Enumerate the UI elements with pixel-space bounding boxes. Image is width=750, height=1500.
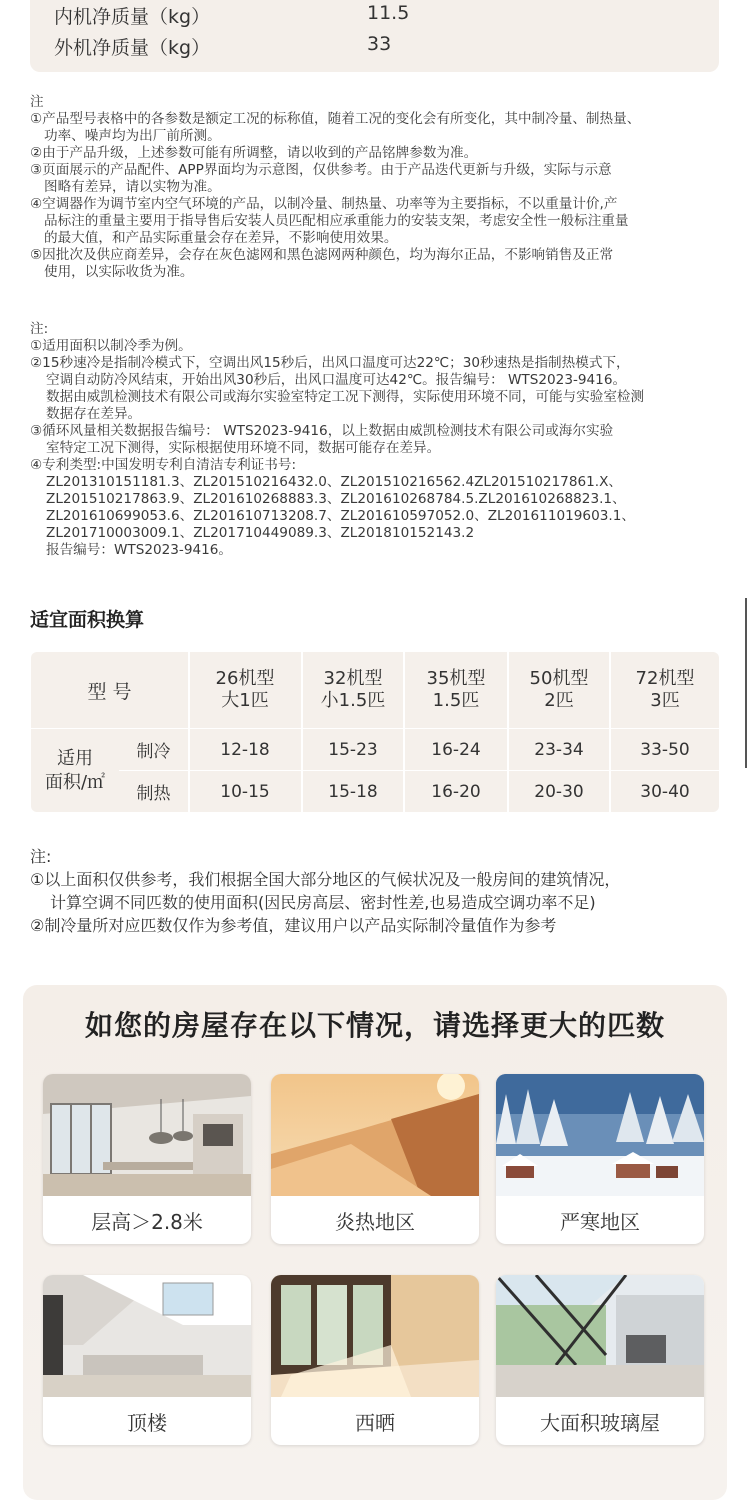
note-line: ②由于产品升级，上述参数可能有所调整，请以收到的产品铭牌参数为准。 (30, 145, 478, 161)
model-header: 型 号 (87, 680, 132, 703)
note-line: 室特定工况下测得，实际根据使用环境不同，数据可能存在差异。 (46, 440, 441, 456)
notes-heading: 注: (30, 847, 52, 866)
card-hot-region (271, 1074, 479, 1244)
note-line: ②制冷量所对应匹数仅作为参考值，建议用户以产品实际制冷量值作为参考 (30, 916, 557, 935)
desert-image (271, 1074, 479, 1196)
model-cell (189, 652, 301, 728)
cool-value: 12-18 (220, 739, 270, 760)
cool-label: 制冷 (136, 742, 171, 762)
patent-line: ZL201710003009.1、ZL201710449089.3、ZL201810152143.2 (46, 525, 475, 541)
note-line: ①以上面积仅供参考，我们根据全国大部分地区的气候状况及一般房间的建筑情况， (30, 870, 621, 889)
model-cell (509, 652, 609, 728)
model-hp: 1.5匹 (432, 690, 480, 711)
model-cell (405, 652, 507, 728)
model-name: 26机型 (215, 668, 275, 689)
note-line: ④专利类型:中国发明专利自清洁专利证书号: (30, 457, 297, 473)
model-hp: 3匹 (650, 690, 680, 711)
card-caption: 炎热地区 (335, 1209, 415, 1234)
model-cell (611, 652, 719, 728)
cool-value: 16-24 (431, 739, 481, 760)
model-name: 32机型 (323, 668, 383, 689)
notes-performance (30, 321, 730, 559)
spec-label: 内机净质量（kg） (54, 6, 211, 28)
model-hp: 大1匹 (221, 690, 269, 711)
note-line: 报告编号：WTS2023-9416。 (46, 542, 233, 558)
note-line: 图略有差异，请以实物为准。 (44, 179, 221, 195)
cool-value: 33-50 (640, 739, 690, 760)
note-line: 的最大值，和产品实际重量会存在差异，不影响使用效果。 (44, 230, 398, 246)
card-caption: 层高＞2.8米 (91, 1209, 203, 1234)
house-title: 如您的房屋存在以下情况，请选择更大的匹数 (84, 1009, 665, 1042)
card-cold-region (496, 1074, 704, 1244)
area-label: 面积/㎡ (44, 771, 106, 793)
note-line: 使用，以实际收货为准。 (44, 264, 194, 280)
note-line: 功率、噪声均为出厂前所测。 (44, 128, 221, 144)
note-line: ②15秒速冷是指制冷模式下，空调出风15秒后，出风口温度可达22℃；30秒速热是指制热模式下， (30, 355, 630, 371)
notes-area (30, 845, 620, 937)
model-name: 50机型 (529, 668, 589, 689)
notes-heading: 注 (30, 94, 44, 110)
card-caption: 大面积玻璃屋 (540, 1410, 660, 1435)
model-hp: 2匹 (544, 690, 574, 711)
area-section-title: 适宜面积换算 (30, 609, 145, 631)
card-west-sun (271, 1275, 479, 1445)
note-line: 空调自动防冷风结束，开始出风30秒后，出风口温度可达42℃。报告编号： WTS2023-9416。 (46, 372, 627, 388)
patent-line: ZL201610699053.6、ZL201610713208.7、ZL201610597052.0、ZL201611019603.1、 (46, 508, 635, 524)
card-glass-room (496, 1275, 704, 1445)
note-line: 数据存在差异。 (46, 406, 142, 422)
glass-room-image (496, 1275, 704, 1397)
heat-value: 15-18 (328, 781, 378, 802)
note-line: 数据由威凯检测技术有限公司或海尔实验室特定工况下测得，实际使用环境不同，可能与实验室检测 (46, 389, 645, 405)
note-line: ①适用面积以制冷季为例。 (30, 338, 192, 354)
heat-value: 16-20 (431, 781, 481, 802)
note-line: ①产品型号表格中的各参数是额定工况的标称值，随着工况的变化会有所变化，其中制冷量、制热量、 (30, 111, 641, 127)
note-line: ③循环风量相关数据报告编号： WTS2023-9416，以上数据由威凯检测技术有限公司或海尔实验 (30, 423, 614, 439)
edge-divider (745, 598, 747, 768)
heat-value: 10-15 (220, 781, 270, 802)
cool-value: 15-23 (328, 739, 378, 760)
patent-line: ZL201310151181.3、ZL201510216432.0、ZL201510216562.4ZL201510217861.X、 (46, 474, 623, 490)
west-sun-image (271, 1275, 479, 1397)
notes-heading: 注: (30, 321, 49, 337)
model-name: 72机型 (635, 668, 695, 689)
area-row-header (31, 729, 119, 812)
spec-card (30, 0, 719, 72)
patent-line: ZL201510217863.9、ZL201610268883.3、ZL201610268784.5.ZL201610268823.1、 (46, 491, 626, 507)
note-line: ⑤因批次及供应商差异，会存在灰色滤网和黑色滤网两种颜色，均为海尔正品，不影响销售及正常 (30, 247, 614, 263)
card-caption: 严寒地区 (560, 1209, 640, 1234)
spec-value: 33 (367, 33, 392, 55)
snow-village-image (496, 1074, 704, 1196)
notes-product (30, 94, 730, 281)
note-line: 计算空调不同匹数的使用面积(因民房高层、密封性差,也易造成空调功率不足) (50, 893, 596, 912)
cool-value: 23-34 (534, 739, 584, 760)
model-name: 35机型 (426, 668, 486, 689)
area-label: 适用 (57, 747, 93, 769)
attic-image (43, 1275, 251, 1397)
heat-value: 30-40 (640, 781, 690, 802)
high-ceiling-image (43, 1074, 251, 1196)
note-line: ③页面展示的产品配件、APP界面均为示意图，仅供参考。由于产品迭代更新与升级，实际与示意 (30, 162, 612, 178)
spec-label: 外机净质量（kg） (54, 37, 211, 59)
card-caption: 西晒 (355, 1410, 395, 1435)
card-caption: 顶楼 (127, 1410, 167, 1435)
model-hp: 小1.5匹 (320, 690, 386, 711)
note-line: ④空调器作为调节室内空气环境的产品，以制冷量、制热量、功率等为主要指标，不以重量计价,产 (30, 196, 618, 212)
area-table (31, 652, 719, 812)
card-top-floor (43, 1275, 251, 1445)
heat-label: 制热 (136, 784, 171, 804)
heat-value: 20-30 (534, 781, 584, 802)
card-high-ceiling (43, 1074, 251, 1244)
note-line: 品标注的重量主要用于指导售后安装人员匹配相应承重能力的安装支架，考虑安全性一般标注重量 (44, 213, 629, 229)
model-cell (303, 652, 403, 728)
spec-value: 11.5 (367, 2, 410, 24)
